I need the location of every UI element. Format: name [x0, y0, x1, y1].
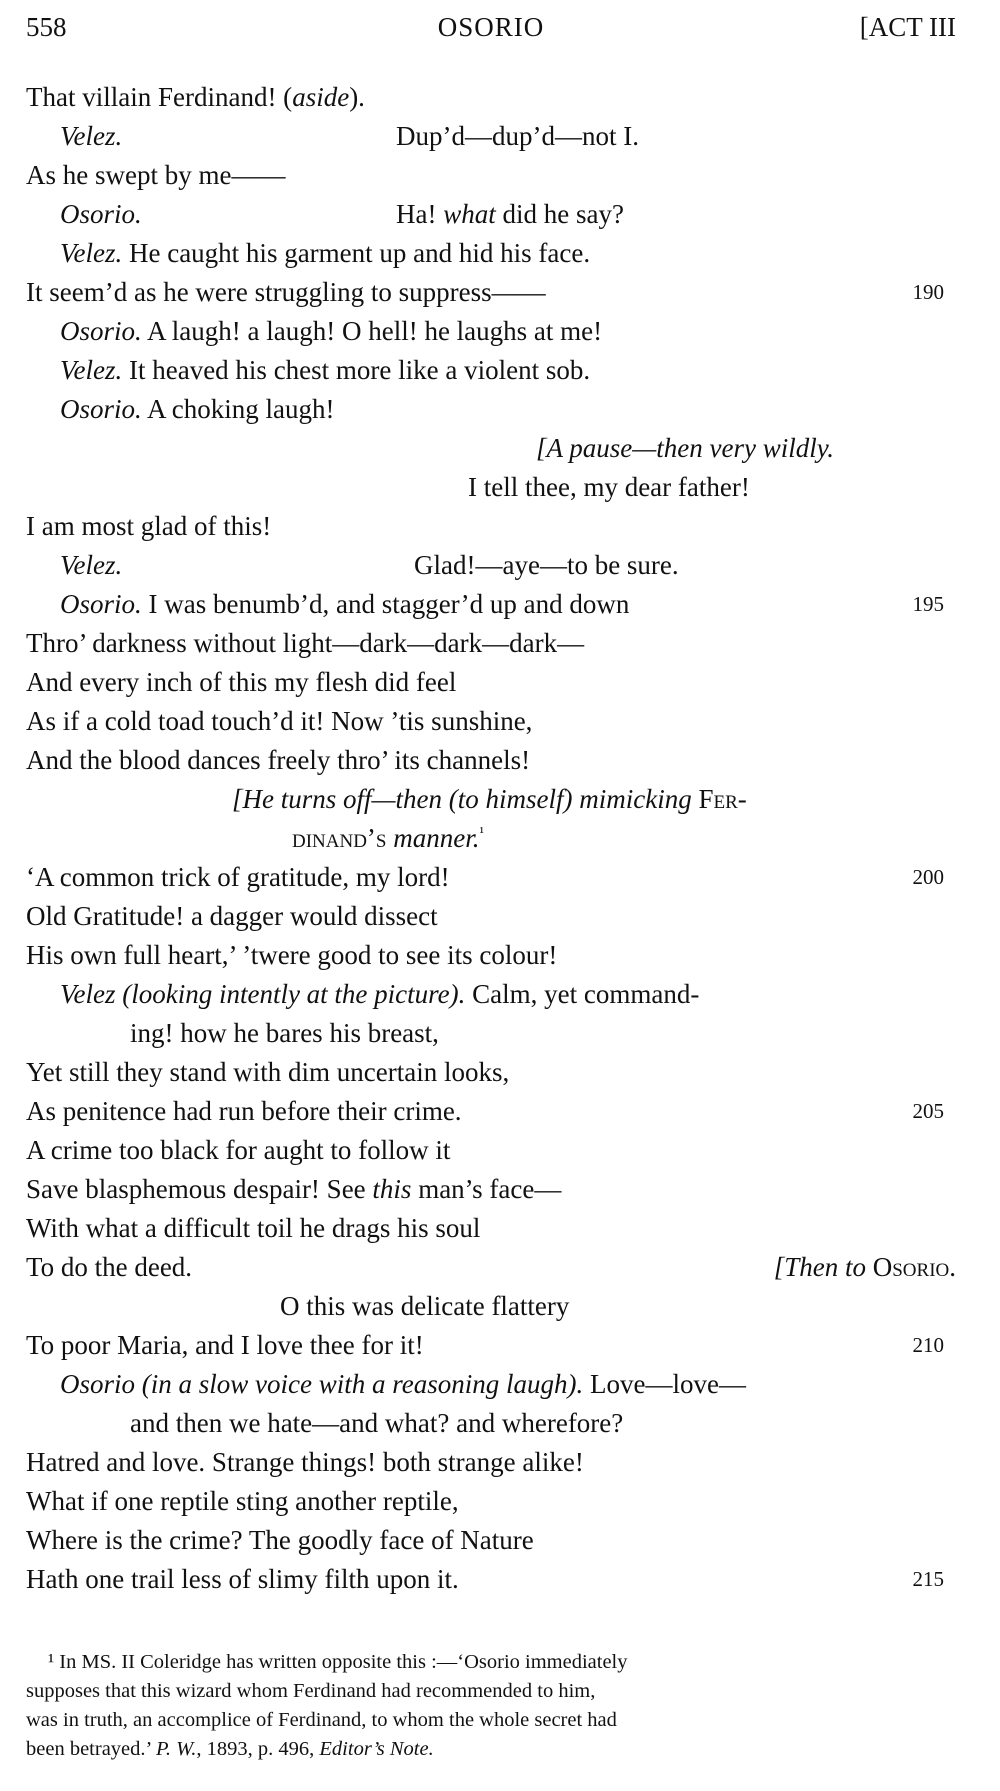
- verse-text: Hatred and love. Strange things! both strange alike!: [26, 1447, 584, 1477]
- verse-line: [0, 585, 1000, 624]
- verse-text: [He turns off—then (to himself) mimicking Fer-: [232, 784, 747, 814]
- footnote: [26, 1648, 956, 1764]
- verse-line: [0, 1248, 1000, 1287]
- footnote-line: been betrayed.’ P. W., 1893, p. 496, Editor’s Note.: [26, 1738, 434, 1760]
- verse-line: [0, 351, 1000, 390]
- verse-line: [0, 1521, 1000, 1560]
- verse-line: [0, 780, 1000, 819]
- line-number: 205: [912, 1099, 944, 1123]
- verse-line: [0, 1131, 1000, 1170]
- verse-line: [0, 78, 1000, 117]
- footnote-line: ¹ In MS. II Coleridge has written opposite this :—‘Osorio immediately: [48, 1651, 628, 1673]
- verse-line: [0, 702, 1000, 741]
- verse-text: Save blasphemous despair! See this man’s face—: [26, 1174, 562, 1204]
- verse-line: [0, 624, 1000, 663]
- verse-text: What if one reptile sting another reptile,: [26, 1486, 459, 1516]
- verse-line: [0, 1560, 1000, 1599]
- line-number: 190: [912, 280, 944, 304]
- verse-continuation: Glad!—aye—to be sure.: [414, 550, 679, 580]
- verse-line: [0, 1482, 1000, 1521]
- verse-text: His own full heart,’ ’twere good to see its colour!: [26, 940, 558, 970]
- verse-line: [0, 390, 1000, 429]
- verse-text: Velez. He caught his garment up and hid his face.: [60, 238, 591, 268]
- footnote-line: was in truth, an accomplice of Ferdinand, to whom the whole secret had: [26, 1709, 617, 1731]
- verse-continuation: Dup’d—dup’d—not I.: [396, 121, 639, 151]
- verse-text: ing! how he bares his breast,: [130, 1018, 439, 1048]
- verse-text: Osorio (in a slow voice with a reasoning laugh). Love—love—: [60, 1369, 746, 1399]
- verse-text: Osorio.: [60, 199, 142, 229]
- verse-line: [0, 741, 1000, 780]
- verse-line: [0, 468, 1000, 507]
- verse-line: [0, 1365, 1000, 1404]
- verse-text: O this was delicate flattery: [280, 1291, 570, 1321]
- verse-text: As penitence had run before their crime.: [26, 1096, 462, 1126]
- verse-text: Velez.: [60, 550, 123, 580]
- verse-text: ‘A common trick of gratitude, my lord!: [26, 862, 450, 892]
- verse-text: Velez.: [60, 121, 123, 151]
- verse-line: [0, 819, 1000, 858]
- line-number: 215: [912, 1567, 944, 1591]
- verse-line: [0, 156, 1000, 195]
- verse-text: That villain Ferdinand! (aside).: [26, 82, 365, 112]
- verse-text: With what a difficult toil he drags his soul: [26, 1213, 481, 1243]
- verse-text: As if a cold toad touch’d it! Now ’tis sunshine,: [26, 706, 533, 736]
- verse-line: [0, 1170, 1000, 1209]
- verse-text: Yet still they stand with dim uncertain looks,: [26, 1057, 510, 1087]
- verse-text: Thro’ darkness without light—dark—dark—dark—: [26, 628, 585, 658]
- act-label: [ACT III: [859, 12, 956, 42]
- verse-text: And every inch of this my flesh did feel: [26, 667, 457, 697]
- verse-text: Velez. It heaved his chest more like a violent sob.: [60, 355, 591, 385]
- verse-line: [0, 1443, 1000, 1482]
- verse-text: dinand’s manner.$^{^1}$: [292, 823, 484, 853]
- verse-text: Hath one trail less of slimy filth upon it.: [26, 1564, 459, 1594]
- verse-line: [0, 117, 1000, 156]
- verse-line: [0, 1404, 1000, 1443]
- page-number: 558: [26, 12, 67, 42]
- verse-line: [0, 195, 1000, 234]
- verse-line: [0, 1209, 1000, 1248]
- verse-text: Osorio. A laugh! a laugh! O hell! he laughs at me!: [60, 316, 603, 346]
- verse-line: [0, 1014, 1000, 1053]
- verse-body: [0, 78, 1000, 1599]
- line-number: 200: [912, 865, 944, 889]
- verse-text: Where is the crime? The goodly face of Nature: [26, 1525, 534, 1555]
- verse-line: [0, 975, 1000, 1014]
- verse-text: [A pause—then very wildly.: [536, 433, 834, 463]
- verse-line: [0, 858, 1000, 897]
- verse-line: [0, 429, 1000, 468]
- verse-line: [0, 1326, 1000, 1365]
- verse-line: [0, 273, 1000, 312]
- verse-line: [0, 936, 1000, 975]
- verse-text: Velez (looking intently at the picture). Calm, yet command-: [60, 979, 700, 1009]
- line-number: 210: [912, 1333, 944, 1357]
- verse-text: As he swept by me——: [26, 160, 286, 190]
- verse-text: And the blood dances freely thro’ its channels!: [26, 745, 531, 775]
- verse-line: [0, 312, 1000, 351]
- running-title: OSORIO: [437, 12, 545, 42]
- verse-line: [0, 234, 1000, 273]
- verse-text: A crime too black for aught to follow it: [26, 1135, 451, 1165]
- verse-text: I am most glad of this!: [26, 511, 272, 541]
- verse-line: [0, 663, 1000, 702]
- verse-text: I tell thee, my dear father!: [468, 472, 750, 502]
- verse-text: Old Gratitude! a dagger would dissect: [26, 901, 438, 931]
- verse-line: [0, 1092, 1000, 1131]
- verse-line: [0, 546, 1000, 585]
- verse-line: [0, 1053, 1000, 1092]
- running-header: [26, 12, 956, 52]
- verse-line: [0, 1287, 1000, 1326]
- verse-text: and then we hate—and what? and wherefore?: [130, 1408, 624, 1438]
- footnote-line: supposes that this wizard whom Ferdinand had recommended to him,: [26, 1680, 596, 1702]
- verse-continuation: Ha! what did he say?: [396, 199, 624, 229]
- stage-direction: [Then to Osorio.: [773, 1252, 956, 1282]
- verse-line: [0, 897, 1000, 936]
- verse-text: Osorio. A choking laugh!: [60, 394, 335, 424]
- verse-line: [0, 507, 1000, 546]
- verse-text: To poor Maria, and I love thee for it!: [26, 1330, 424, 1360]
- line-number: 195: [912, 592, 944, 616]
- verse-text: It seem’d as he were struggling to suppress——: [26, 277, 546, 307]
- verse-text: To do the deed.: [26, 1252, 193, 1282]
- verse-text: Osorio. I was benumb’d, and stagger’d up and down: [60, 589, 630, 619]
